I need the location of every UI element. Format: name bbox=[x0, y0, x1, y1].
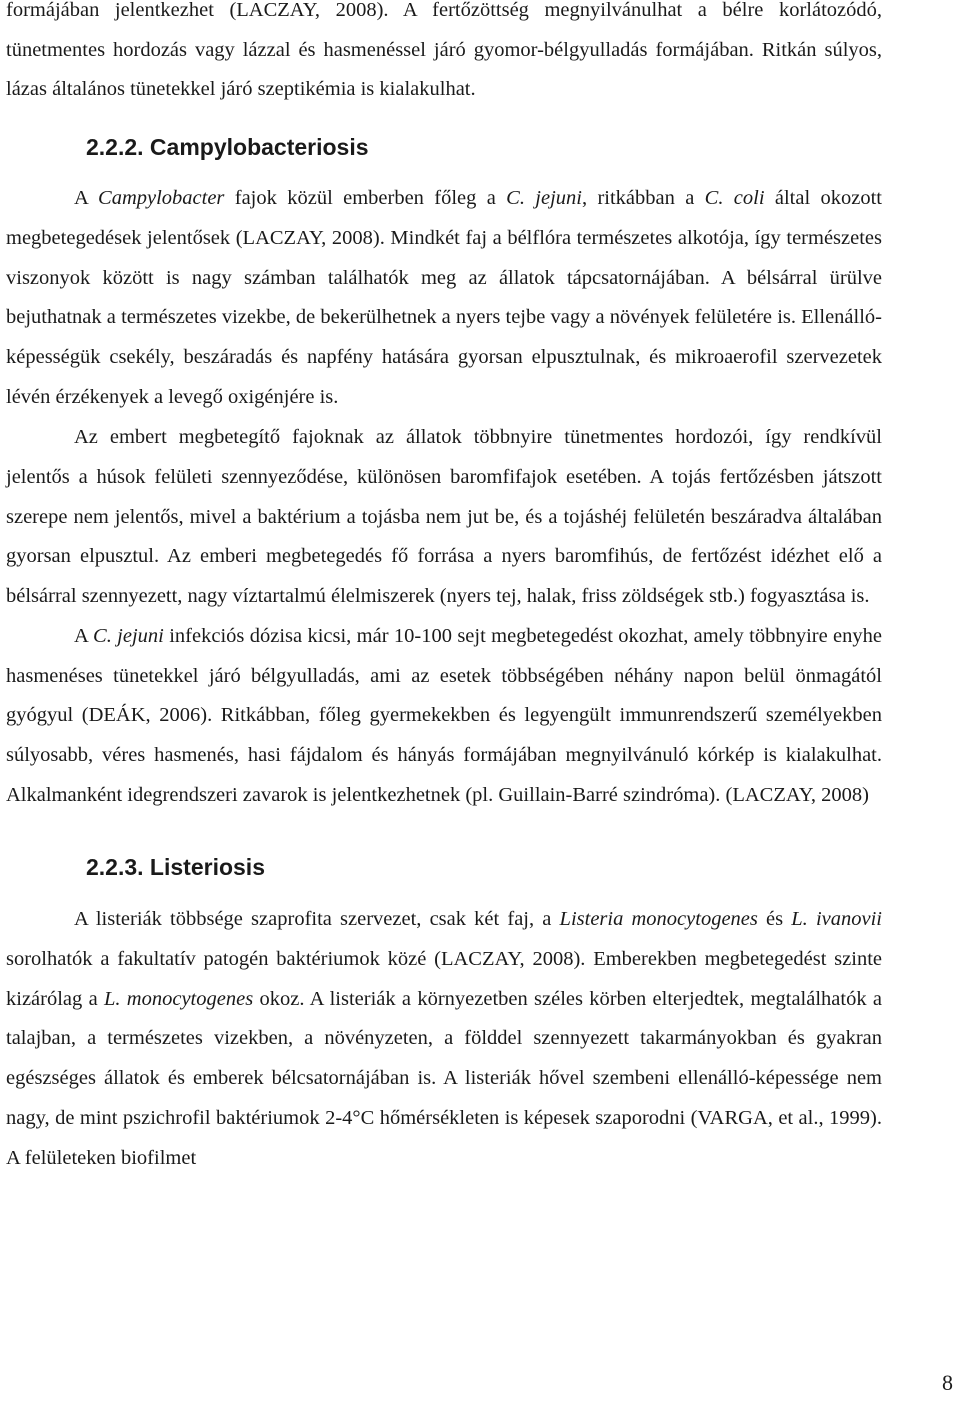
section-heading-listeriosis: 2.2.3. Listeriosis bbox=[86, 854, 265, 881]
section-heading-campylobacteriosis: 2.2.2. Campylobacteriosis bbox=[86, 134, 369, 161]
species-name: C. coli bbox=[704, 187, 765, 210]
document-page bbox=[6, 0, 882, 1178]
species-name: Campylobacter bbox=[98, 187, 225, 210]
paragraph-text: és bbox=[757, 908, 792, 931]
paragraph-text: infekciós dózisa kicsi, már 10-100 sejt megbetegedést okozhat, amely többnyire enyhe hasmenéses tünetekkel járó bélgyulladás, ami az esetek többségében néhány napon belül önmagától gyógyul (DEÁK, 2006). Ritkábban, főleg gyermekekben és legyengült immunrendszerű személyekben súlyosabb, véres hasmenés, hasi fájdalom és hányás formájában megnyilvánuló kórkép is kialakulhat. Alkalmanként idegrendszeri zavarok is jelentkezhetnek (pl. Guillain-Barré szindróma). (LACZAY, 2008) bbox=[6, 624, 882, 806]
paragraph-text: formájában jelentkezhet (LACZAY, 2008). A fertőzöttség megnyilvánulhat a bélre korlátozódó, tünetmentes hordozás vagy lázzal és hasmenéssel járó gyomor-bélgyulladás formájában. Ritkán súlyos, lázas általános tünetekkel járó szeptikémia is kialakulhat. bbox=[6, 0, 882, 101]
paragraph-campylobacter-species bbox=[6, 179, 882, 417]
paragraph-text: A bbox=[74, 187, 99, 210]
paragraph-text: sorolhatók a fakultatív patogén baktériumok közé (LACZAY, 2008). Emberekben megbetegedést szinte kizárólag a bbox=[6, 948, 882, 1010]
species-name: C. jejuni bbox=[506, 187, 582, 210]
paragraph-text: A listeriák többsége szaprofita szervezet, csak két faj, a bbox=[74, 908, 560, 931]
paragraph-carriers bbox=[6, 418, 882, 617]
paragraph-text: által okozott megbetegedések jelentősek (LACZAY, 2008). Mindkét faj a bélflóra természetes alkotója, így természetes viszonyok között is nagy számban találhatók meg az állatok tápcsatornájában. A bélsárral ürülve bejuthatnak a természetes vizekbe, de bekerülhetnek a nyers tejbe vagy a növények felületére is. Ellenálló-képességük csekély, beszáradás és napfény hatására gyorsan elpusztulnak, és mikroaerofil szervezetek lévén érzékenyek a levegő oxigénjére is. bbox=[6, 187, 882, 408]
paragraph-listeria bbox=[6, 900, 882, 1178]
species-name: Listeria monocytogenes bbox=[559, 908, 758, 931]
paragraph-text: A bbox=[74, 624, 94, 647]
paragraph-intro bbox=[6, 0, 882, 110]
species-name: L. monocytogenes bbox=[103, 987, 254, 1010]
paragraph-infective-dose bbox=[6, 617, 882, 816]
species-name: C. jejuni bbox=[93, 624, 164, 647]
page-number: 8 bbox=[942, 1370, 953, 1395]
paragraph-text: Az embert megbetegítő fajoknak az állatok többnyire tünetmentes hordozói, így rendkívül jelentős a húsok felületi szennyeződése, különösen baromfifajok esetében. A tojás fertőzésben játszott szerepe nem jelentős, mivel a baktérium a tojásba nem jut be, és a tojáshéj felületén beszáradva általában gyorsan elpusztul. Az emberi megbetegedés fő forrása a nyers baromfihús, de fertőzést idézhet elő a bélsárral szennyezett, nagy víztartalmú élelmiszerek (nyers tej, halak, friss zöldségek stb.) fogyasztása is. bbox=[6, 426, 882, 608]
species-name: L. ivanovii bbox=[791, 908, 883, 931]
paragraph-text: okoz. A listeriák a környezetben széles körben elterjedtek, megtalálhatók a talajban, a természetes vizekben, a növényzeten, a földdel szennyezett takarmányokban és gyakran egészséges állatok és emberek bélcsatornájában is. A listeriák hővel szembeni ellenálló-képessége nem nagy, de mint pszichrofil baktériumok 2-4°C hőmérsékleten is képesek szaporodni (VARGA, et al., 1999). A felületeken biofilmet bbox=[6, 987, 882, 1169]
paragraph-text: , ritkábban a bbox=[581, 187, 705, 210]
paragraph-text: fajok közül emberben főleg a bbox=[224, 187, 507, 210]
